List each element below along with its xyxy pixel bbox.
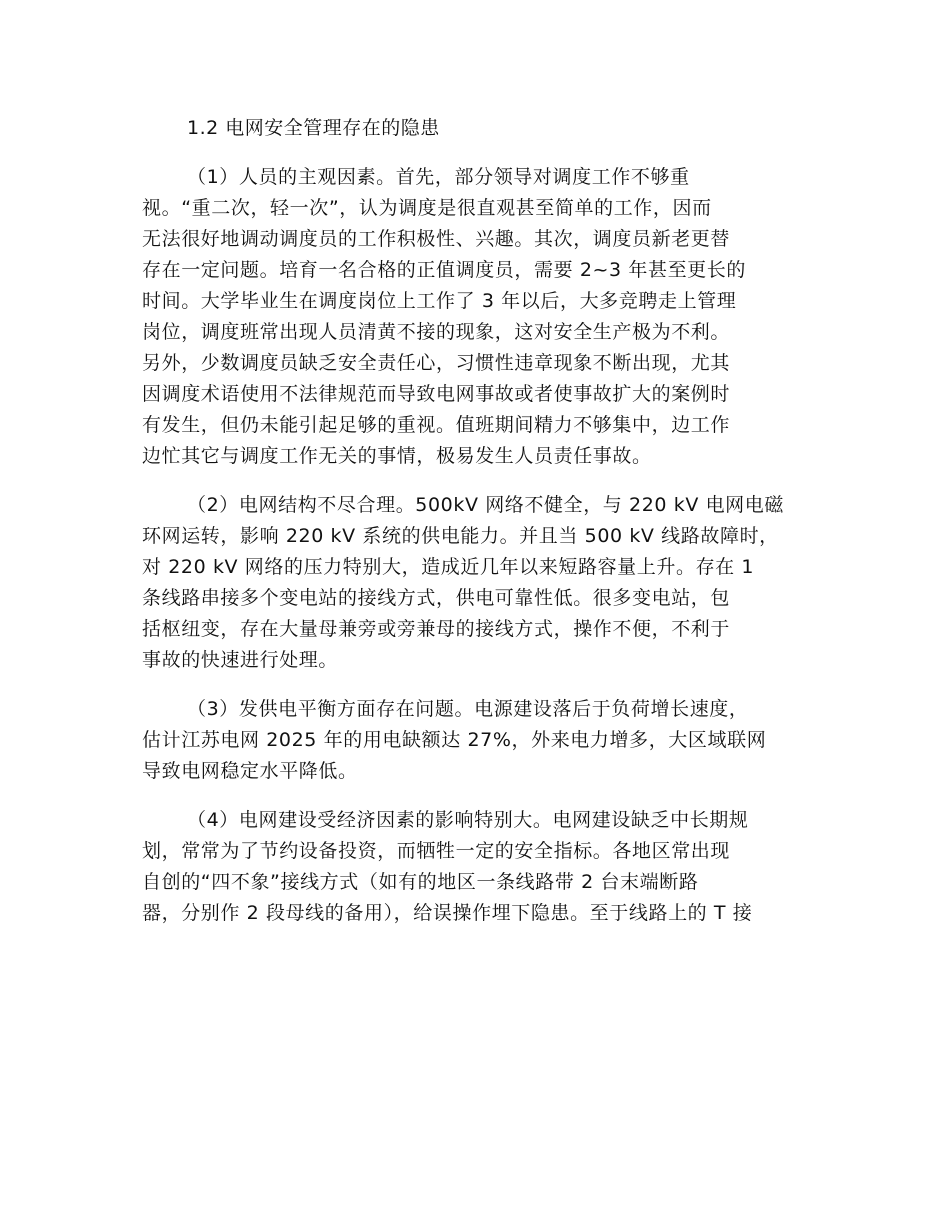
paragraph-4-line-2: 划，常常为了节约设备投资，而牺牲一定的安全指标。各地区常出现	[142, 840, 731, 862]
paragraph-2-line-6: 事故的快速进行处理。	[142, 649, 339, 671]
paragraph-4-line-3: 自创的“四不象”接线方式（如有的地区一条线路带 2 台末端断路	[142, 871, 699, 893]
paragraph-4-line-4: 器，分别作 2 段母线的备用），给误操作埋下隐患。至于线路上的 T 接	[142, 902, 753, 924]
paragraph-3-line-2: 估计江苏电网 2025 年的用电缺额达 27%，外来电力增多，大区域联网	[142, 729, 767, 751]
paragraph-4-line-1: （4）电网建设受经济因素的影响特别大。电网建设缺乏中长期规	[187, 809, 749, 831]
paragraph-1-line-7: 另外，少数调度员缺乏安全责任心，习惯性违章现象不断出现，尤其	[142, 352, 731, 374]
paragraph-2-line-5: 括枢纽变，存在大量母兼旁或旁兼母的接线方式，操作不便，不利于	[142, 618, 731, 640]
section-heading: 1.2 电网安全管理存在的隐患	[187, 117, 440, 139]
paragraph-1-line-5: 时间。大学毕业生在调度岗位上工作了 3 年以后，大多竞聘走上管理	[142, 290, 737, 312]
paragraph-1-line-6: 岗位，调度班常出现人员清黄不接的现象，这对安全生产极为不利。	[142, 321, 731, 343]
paragraph-2-line-4: 条线路串接多个变电站的接线方式，供电可靠性低。很多变电站，包	[142, 587, 731, 609]
paragraph-1-line-8: 因调度术语使用不法律规范而导致电网事故或者使事故扩大的案例时	[142, 383, 731, 405]
paragraph-1-line-10: 边忙其它与调度工作无关的事情，极易发生人员责任事故。	[142, 445, 652, 467]
paragraph-1-line-2: 视。“重二次，轻一次”，认为调度是很直观甚至简单的工作，因而	[142, 197, 712, 219]
paragraph-1-line-4: 存在一定问题。培育一名合格的正值调度员，需要 2~3 年甚至更长的	[142, 259, 746, 281]
paragraph-1-line-1: （1）人员的主观因素。首先，部分领导对调度工作不够重	[187, 166, 690, 188]
paragraph-2-line-2: 环网运转，影响 220 kV 系统的供电能力。并且当 500 kV 线路故障时，	[142, 525, 779, 547]
paragraph-2-line-3: 对 220 kV 网络的压力特别大，造成近几年以来短路容量上升。存在 1	[142, 556, 755, 578]
paragraph-3-line-3: 导致电网稳定水平降低。	[142, 760, 358, 782]
paragraph-1-line-9: 有发生，但仍未能引起足够的重视。值班期间精力不够集中，边工作	[142, 414, 731, 436]
paragraph-1-line-3: 无法很好地调动调度员的工作积极性、兴趣。其次，调度员新老更替	[142, 228, 731, 250]
paragraph-3-line-1: （3）发供电平衡方面存在问题。电源建设落后于负荷增长速度，	[187, 698, 749, 720]
paragraph-2-line-1: （2）电网结构不尽合理。500kV 网络不健全，与 220 kV 电网电磁	[187, 494, 784, 516]
